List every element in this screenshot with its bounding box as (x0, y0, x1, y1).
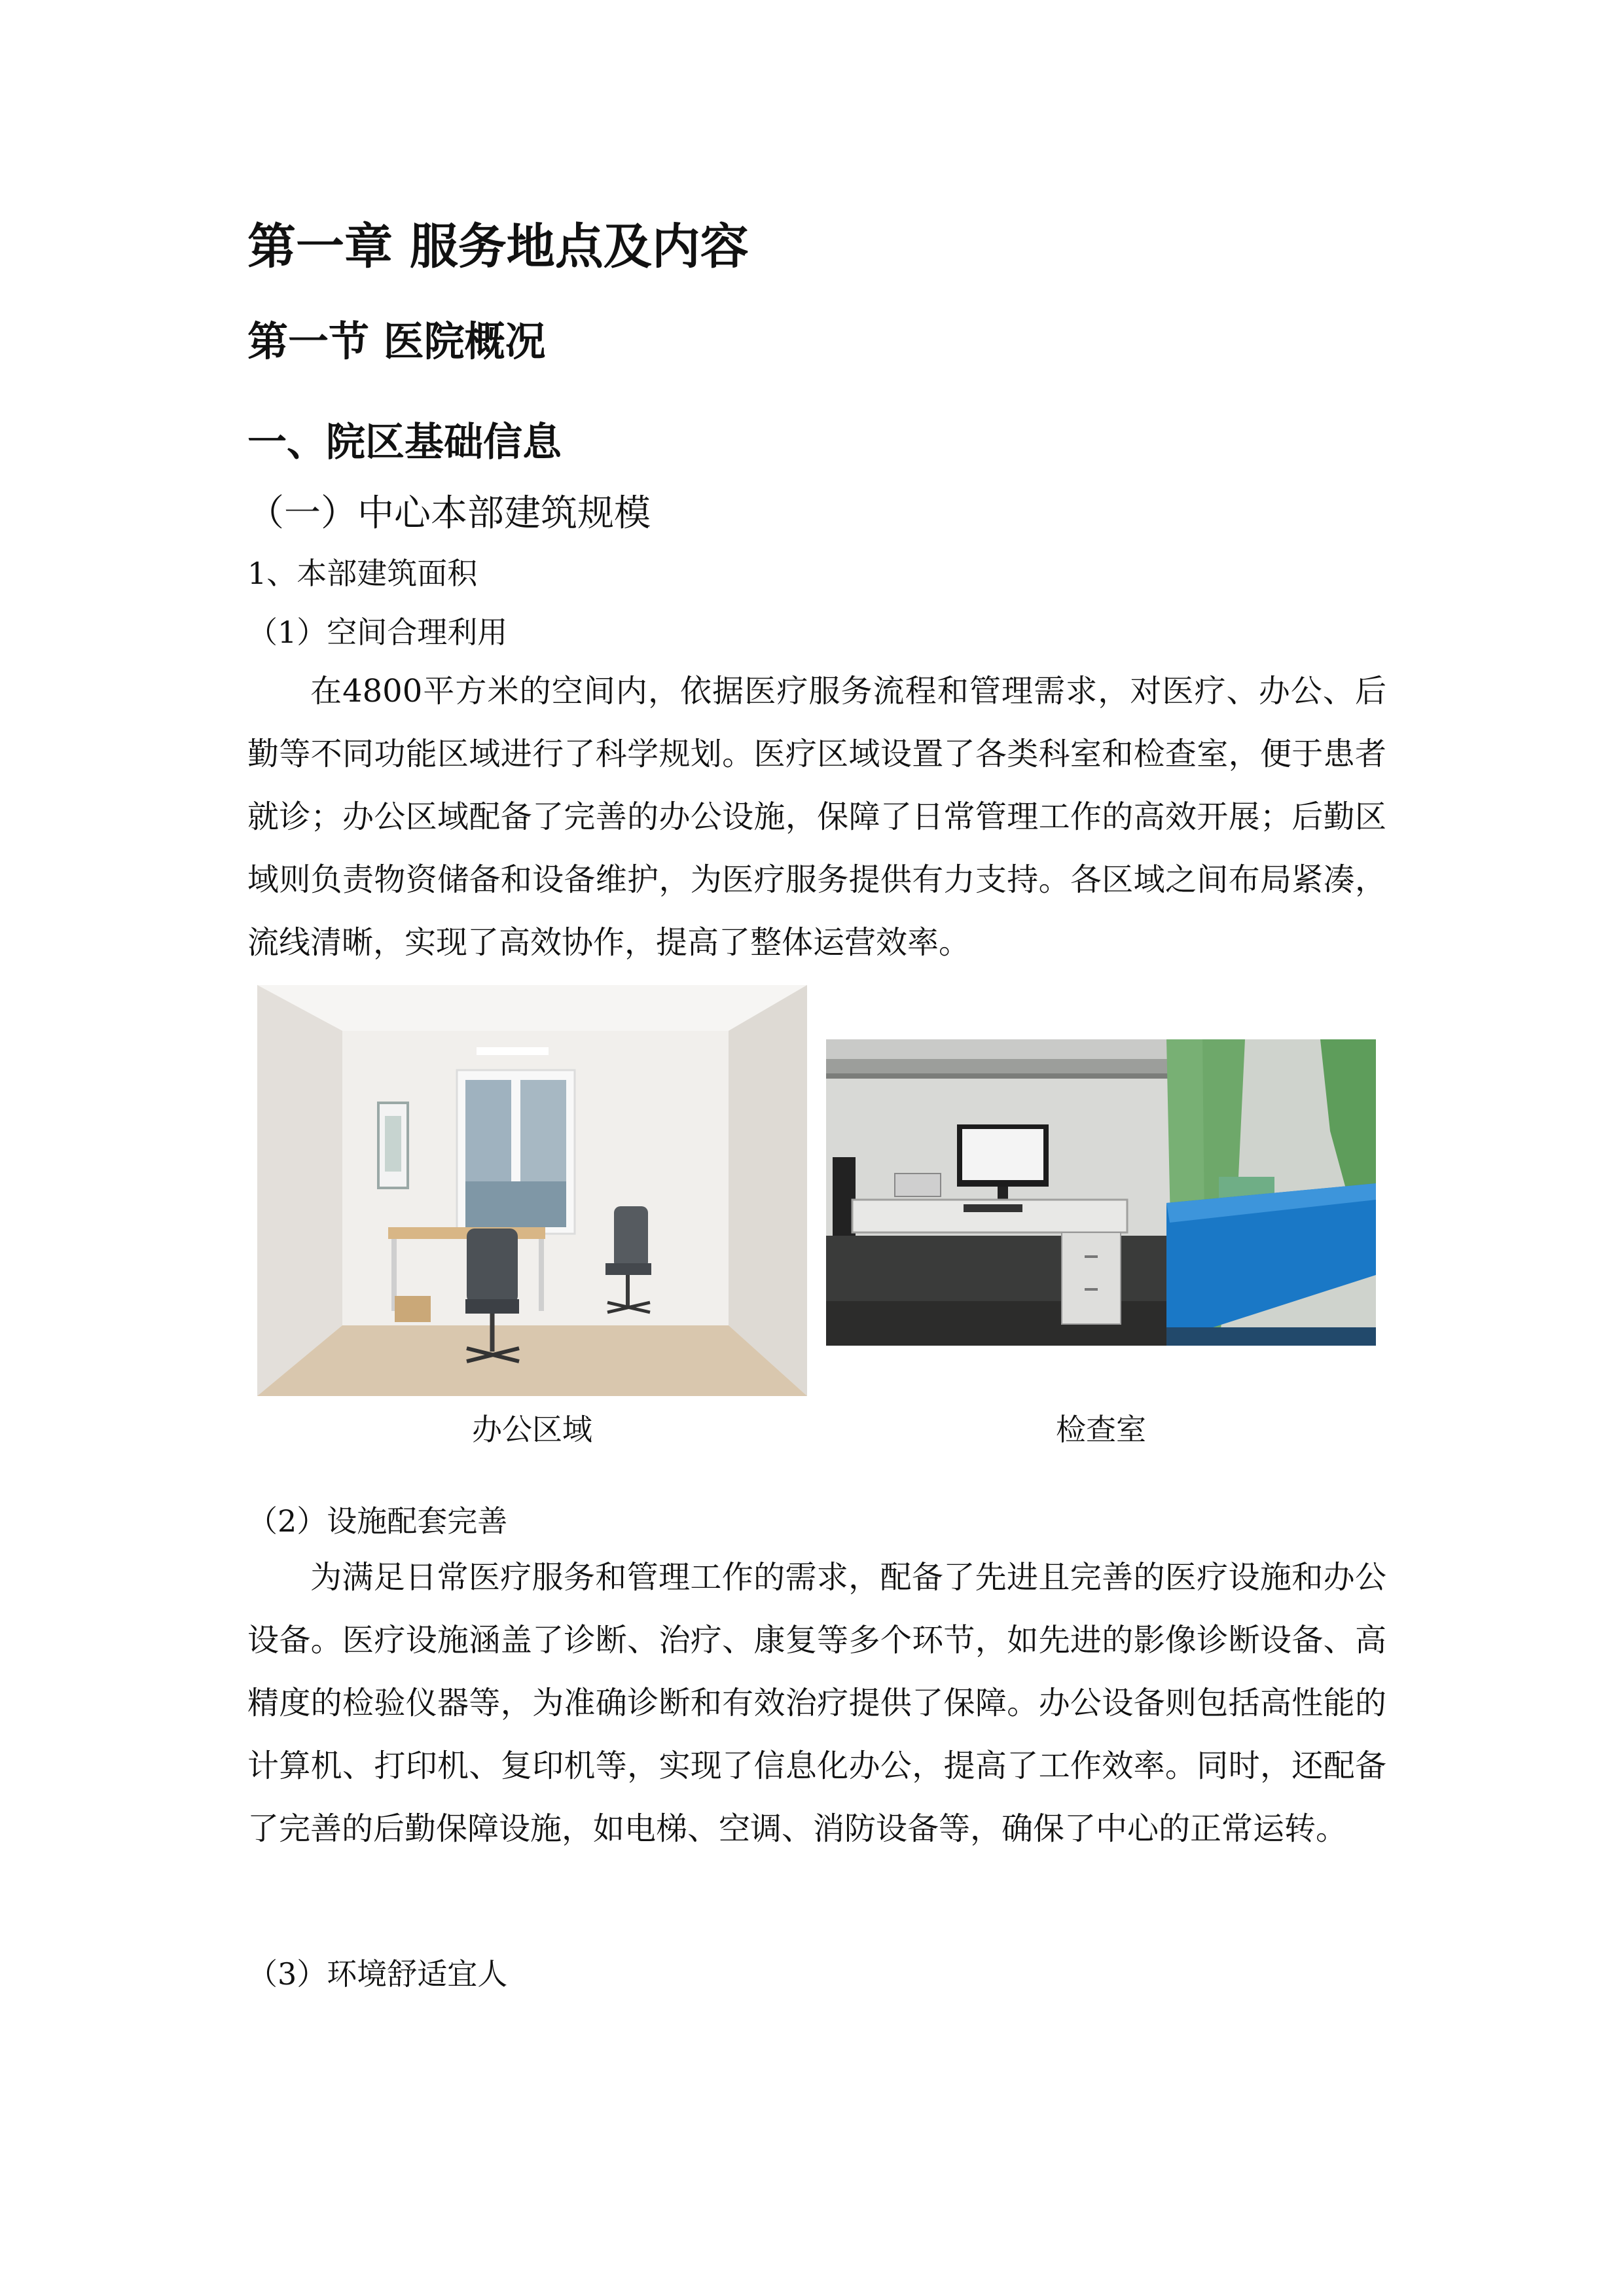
paragraph-facilities: 为满足日常医疗服务和管理工作的需求，配备了先进且完善的医疗设施和办公设备。医疗设施涵盖了诊断、治疗、康复等多个环节，如先进的影像诊断设备、高精度的检验仪器等，为准确诊断和有效治疗提供了保障。办公设备则包括高性能的计算机、打印机、复印机等，实现了信息化办公，提高了工作效率。同时，还配备了完善的后勤保障设施，如电梯、空调、消防设备等，确保了中心的正常运转。 (247, 1559, 1386, 1847)
exam-room-caption: 检查室 (1056, 1412, 1146, 1447)
paragraph-space-use: 在4800平方米的空间内，依据医疗服务流程和管理需求，对医疗、办公、后勤等不同功能区域进行了科学规划。医疗区域设置了各类科室和检查室，便于患者就诊；办公区域配备了完善的办公设施，保障了日常管理工作的高效开展；后勤区域则负责物资储备和设备维护，为医疗服务提供有力支持。各区域之间布局紧凑，流线清晰，实现了高效协作，提高了整体运营效率。 (247, 673, 1386, 961)
section-title: 第一节 医院概况 (247, 317, 546, 365)
office-area-photo (257, 985, 807, 1396)
subheading-space-use: （1）空间合理利用 (247, 615, 508, 650)
subheading-facilities: （2）设施配套完善 (247, 1503, 508, 1539)
exam-room-photo (826, 1039, 1376, 1346)
heading-basic-info: 一、院区基础信息 (247, 420, 562, 465)
office-area-caption: 办公区域 (472, 1412, 592, 1447)
heading-building-scale: （一）中心本部建筑规模 (247, 492, 651, 535)
chapter-title: 第一章 服务地点及内容 (247, 219, 749, 275)
subheading-environment: （3）环境舒适宜人 (247, 1956, 508, 1992)
heading-building-area: 1、本部建筑面积 (247, 556, 478, 591)
